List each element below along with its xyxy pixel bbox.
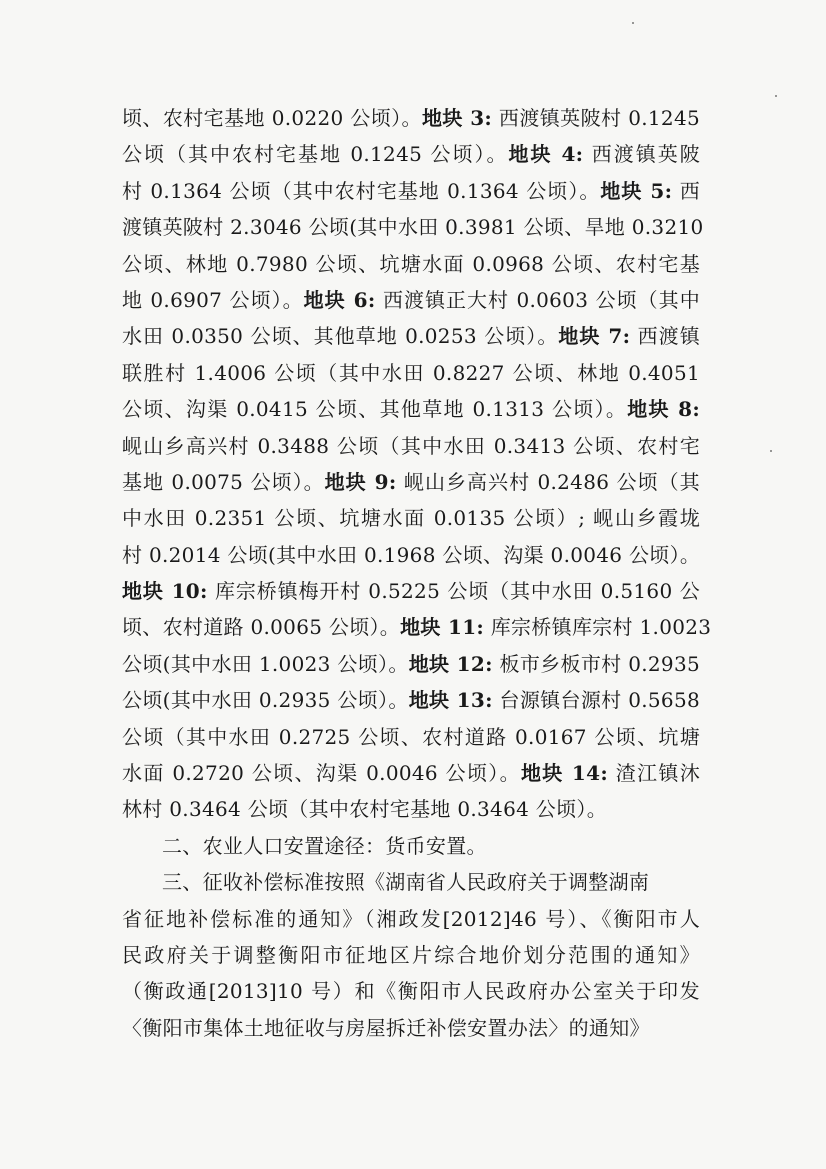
text-segment: 民政府关于调整衡阳市征地区片综合地价划分范围的通知》 [122, 942, 700, 967]
parcel-label: 地块 14: [520, 761, 609, 786]
text-line [122, 755, 700, 791]
text-segment: 西 [672, 178, 700, 203]
text-line [122, 901, 700, 937]
parcel-label: 地块 12: [408, 651, 493, 676]
document-body [122, 100, 712, 1046]
parcel-label: 地块 11: [400, 615, 485, 640]
text-line [122, 609, 712, 645]
text-segment: 基地 0.0075 公顷）。 [122, 469, 325, 494]
text-segment: 渡镇英陂村 2.3046 公顷(其中水田 0.3981 公顷、旱地 0.3210 [122, 215, 704, 240]
parcel-label: 地块 8: [627, 397, 700, 422]
text-line [122, 428, 700, 464]
text-line [122, 391, 700, 427]
text-line [122, 136, 700, 172]
text-line [122, 973, 700, 1009]
text-line [122, 828, 700, 864]
text-segment: 顷、农村宅基地 0.0220 公顷）。 [122, 106, 422, 130]
text-segment: 公顷(其中水田 0.2935 公顷）。 [122, 688, 409, 713]
text-line [122, 682, 700, 718]
text-segment: 省征地补偿标准的通知》（湘政发[2012]46 号）、《衡阳市人 [122, 906, 700, 931]
text-segment: 〈衡阳市集体土地征收与房屋拆迁补偿安置办法〉的通知》 [122, 1015, 650, 1040]
text-line [122, 500, 700, 536]
text-line [122, 464, 700, 500]
text-segment: 公顷（其中水田 0.2725 公顷、农村道路 0.0167 公顷、坑塘 [122, 724, 700, 749]
text-line [122, 573, 700, 609]
text-segment: 西渡镇 [630, 324, 701, 349]
text-line [122, 318, 700, 354]
text-segment: 联胜村 1.4006 公顷（其中水田 0.8227 公顷、林地 0.4051 [122, 360, 700, 385]
text-line [122, 173, 700, 209]
text-line [122, 246, 700, 282]
text-line [122, 100, 700, 136]
text-segment: 库宗桥镇库宗村 1.0023 [484, 615, 712, 640]
parcel-label: 地块 3: [421, 106, 493, 130]
text-segment: 公顷（其中农村宅基地 0.1245 公顷）。 [122, 142, 509, 167]
text-segment: 渣江镇沐 [608, 761, 700, 786]
text-segment: 公顷、沟渠 0.0415 公顷、其他草地 0.1313 公顷）。 [122, 397, 628, 422]
text-segment: 西渡镇正大村 0.0603 公顷（其中 [375, 287, 700, 312]
scan-speck [775, 95, 777, 97]
text-segment: 村 0.2014 公顷(其中水田 0.1968 公顷、沟渠 0.0046 公顷）。 [122, 542, 701, 567]
text-segment: （衡政通[2013]10 号）和《衡阳市人民政府办公室关于印发 [122, 979, 700, 1004]
text-segment: 水田 0.0350 公顷、其他草地 0.0253 公顷）。 [122, 324, 559, 349]
text-segment: 顷、农村道路 0.0065 公顷）。 [122, 615, 401, 640]
text-segment: 村 0.1364 公顷（其中农村宅基地 0.1364 公顷）。 [122, 178, 601, 203]
text-segment: 岘山乡高兴村 0.3488 公顷（其中水田 0.3413 公顷、农村宅 [122, 433, 700, 458]
text-segment: 三、征收补偿标准按照《湖南省人民政府关于调整湖南 [162, 870, 650, 895]
parcel-label: 地块 7: [558, 324, 631, 349]
text-segment: 西渡镇英陂村 0.1245 [492, 106, 700, 130]
parcel-label: 地块 9: [324, 469, 397, 494]
text-segment: 二、农业人口安置途径：货币安置。 [162, 833, 487, 858]
parcel-label: 地块 5: [600, 178, 673, 203]
text-line [122, 791, 700, 827]
text-segment: 西渡镇英陂 [583, 142, 700, 167]
text-line [122, 719, 700, 755]
parcel-label: 地块 6: [303, 287, 376, 312]
text-line [122, 282, 700, 318]
parcel-label: 地块 10: [122, 579, 208, 604]
text-segment: 库宗桥镇梅开村 0.5225 公顷（其中水田 0.5160 公 [207, 579, 700, 604]
text-segment: 公顷、林地 0.7980 公顷、坑塘水面 0.0968 公顷、农村宅基 [122, 251, 700, 276]
text-line [122, 355, 700, 391]
text-segment: 岘山乡高兴村 0.2486 公顷（其 [396, 469, 700, 494]
text-line [122, 937, 700, 973]
text-line [122, 209, 704, 245]
text-line [122, 537, 700, 573]
text-segment: 公顷(其中水田 1.0023 公顷）。 [122, 651, 409, 676]
parcel-label: 地块 4: [508, 142, 584, 167]
text-segment: 台源镇台源村 0.5658 [492, 688, 700, 713]
parcel-label: 地块 13: [408, 688, 493, 713]
text-line [122, 864, 700, 900]
text-line [122, 1010, 700, 1046]
text-segment: 中水田 0.2351 公顷、坑塘水面 0.0135 公顷）; 岘山乡霞垅 [122, 506, 700, 531]
scan-speck [770, 450, 772, 452]
text-segment: 地 0.6907 公顷）。 [122, 287, 304, 312]
text-line [122, 646, 700, 682]
text-segment: 板市乡板市村 0.2935 [492, 651, 700, 676]
text-segment: 林村 0.3464 公顷（其中农村宅基地 0.3464 公顷）。 [122, 797, 607, 822]
text-segment: 水面 0.2720 公顷、沟渠 0.0046 公顷）。 [122, 761, 521, 786]
scan-speck [632, 22, 634, 24]
